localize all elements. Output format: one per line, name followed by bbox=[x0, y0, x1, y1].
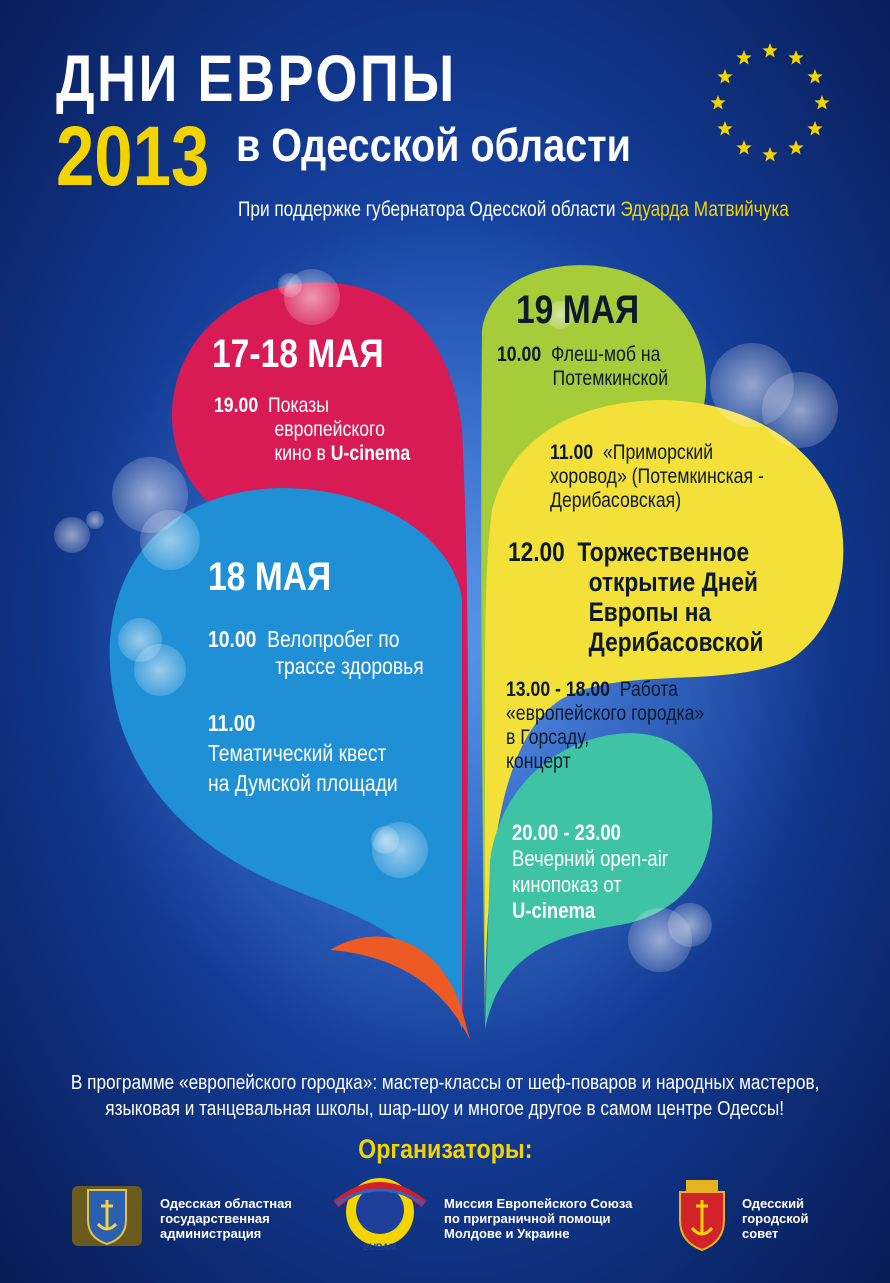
event-cycling: 10.00 Велопробег по трассе здоровья bbox=[208, 626, 424, 679]
event-time: 19.00 bbox=[214, 394, 259, 417]
program-line-1: В программе «европейского городка»: мастер-классы от шеф-поваров и народных мастеров, bbox=[70, 1072, 820, 1094]
odesa-city-coat-of-arms-icon bbox=[672, 1178, 732, 1252]
poster-title: ДНИ ЕВРОПЫ bbox=[56, 41, 457, 115]
poster-year: 2013 bbox=[56, 109, 210, 203]
event-open-air: 20.00 - 23.00 Вечерний open-air кинопоказ от U-cinema bbox=[512, 820, 668, 923]
venue-u-cinema: U-cinema bbox=[330, 442, 411, 465]
organizers-heading: Организаторы: bbox=[357, 1134, 533, 1164]
event-opening: 12.00 Торжественное открытие Дней Европы на Дерибасовской bbox=[508, 537, 764, 657]
support-prefix: При поддержке губернатора Одесской области bbox=[238, 198, 616, 221]
eu-star bbox=[807, 121, 822, 135]
organizer-city-council: Одесский городской совет bbox=[742, 1196, 809, 1241]
governor-name: Эдуарда Матвийчука bbox=[620, 198, 789, 221]
support-line bbox=[238, 198, 789, 222]
event-european-town: 13.00 - 18.00 Работа «европейского городка» в Горсаду, концерт bbox=[506, 678, 705, 773]
eu-star bbox=[788, 50, 803, 64]
event-flashmob: 10.00 Флеш-моб на Потемкинской bbox=[497, 343, 669, 390]
eu-star bbox=[762, 147, 777, 161]
event-quest: 11.00 Тематический квест на Думской площади bbox=[208, 710, 398, 796]
eu-star bbox=[788, 140, 803, 154]
organizer-oblast-admin: Одесская областная государственная администрация bbox=[160, 1196, 292, 1241]
eu-star bbox=[807, 69, 822, 83]
eu-star bbox=[736, 140, 751, 154]
eu-star bbox=[717, 69, 732, 83]
program-line-2: языковая и танцевальная школы, шар-шоу и многое другое в самом центре Одессы! bbox=[105, 1098, 785, 1120]
event-cinema-shows: 19.00 Показы европейского кино в U-cinema bbox=[214, 394, 411, 465]
organizer-eubam: Миссия Европейского Союза по приграничной помощи Молдове и Украине bbox=[444, 1196, 633, 1241]
eu-stars-icon bbox=[700, 38, 840, 168]
eubam-logo-icon bbox=[330, 1174, 430, 1256]
eu-star bbox=[762, 43, 777, 57]
odesa-oblast-coat-of-arms-icon bbox=[68, 1180, 146, 1252]
date-17-18-may: 17-18 МАЯ bbox=[212, 332, 384, 376]
event-khorovod: 11.00 «Приморский хоровод» (Потемкинская - Дерибасовская) bbox=[550, 441, 764, 512]
date-18-may: 18 МАЯ bbox=[208, 555, 332, 599]
date-19-may: 19 МАЯ bbox=[516, 288, 640, 332]
eu-star bbox=[710, 95, 725, 109]
eu-star bbox=[717, 121, 732, 135]
eu-star bbox=[814, 95, 829, 109]
eubam-logo-text: EUBAM bbox=[363, 1242, 397, 1252]
eu-star bbox=[736, 50, 751, 64]
poster-region: в Одесской области bbox=[236, 119, 631, 171]
